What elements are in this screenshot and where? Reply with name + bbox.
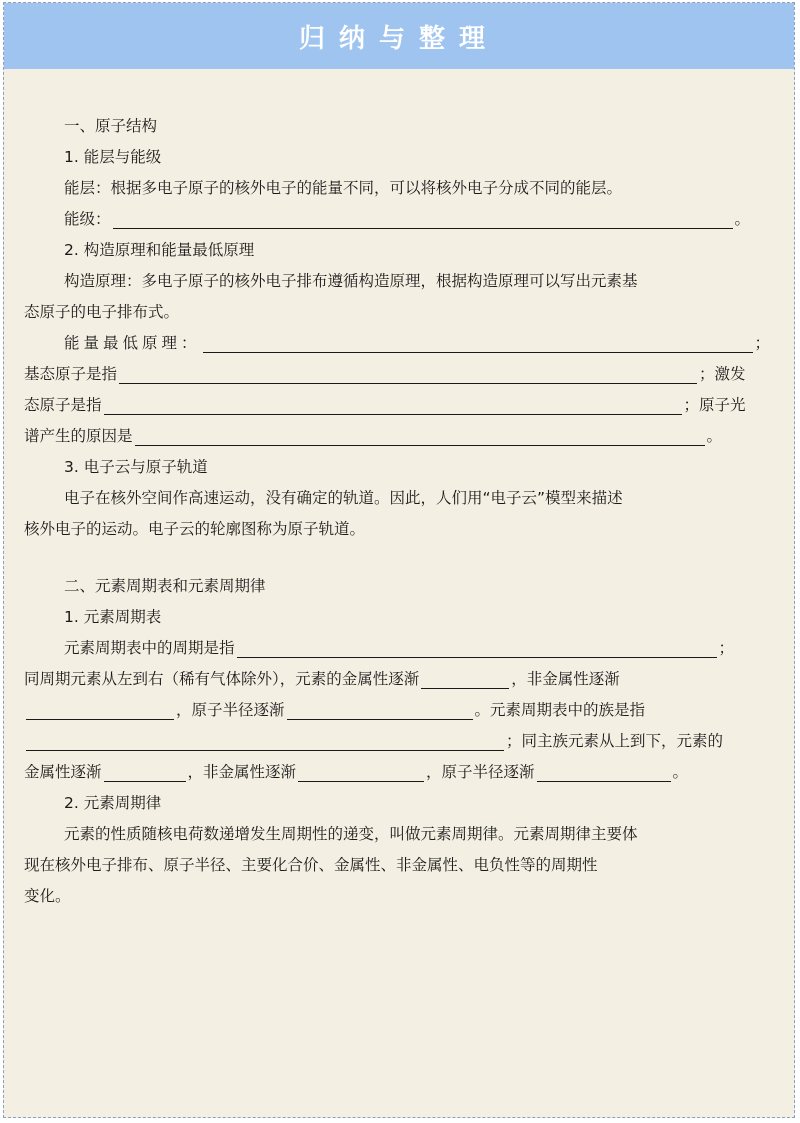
section1-heading: 一、原子结构 [64, 117, 158, 135]
sub1-line [24, 142, 776, 173]
section2-sub1: 1. 元素周期表 [64, 608, 162, 626]
zu-def-blank[interactable] [26, 730, 504, 751]
nengji-label: 能级： [64, 210, 111, 228]
sub2-line [24, 235, 776, 266]
lv-text-2: 现在核外电子排布、原子半径、主要化合价、金属性、非金属性、电负性等的周期性 [24, 856, 598, 874]
nengji-blank[interactable] [113, 208, 733, 229]
section1-sub1: 1. 能层与能级 [64, 148, 162, 166]
section2-sub2: 2. 元素周期律 [64, 794, 162, 812]
section1-sub2: 2. 构造原理和能量最低原理 [64, 241, 255, 259]
lv-text-1: 元素的性质随核电荷数递增发生周期性的递变，叫做元素周期律。元素周期律主要体 [64, 825, 638, 843]
zuidi-blank[interactable] [203, 332, 753, 353]
s2-sub1-line [24, 602, 776, 633]
zu-c: ，原子半径逐渐 [426, 763, 535, 781]
zu-line [24, 757, 776, 788]
zu-a: 金属性逐渐 [24, 763, 102, 781]
jifa-blank[interactable] [104, 394, 682, 415]
zu-nonmetal-blank[interactable] [298, 761, 424, 782]
tong-nonmetal-blank[interactable] [26, 699, 174, 720]
tong-b: ，非金属性逐渐 [511, 670, 620, 688]
page [3, 2, 795, 1118]
lv-line-1 [24, 819, 776, 850]
zu-end: 。 [672, 763, 689, 781]
dianziyun-line-1 [24, 483, 776, 514]
jitai-label: 基态原子是指 [24, 365, 118, 383]
jifa-end: ；原子光 [683, 396, 746, 414]
zhouqi-end: ； [718, 639, 735, 657]
guangpu-blank[interactable] [135, 425, 705, 446]
section2-heading: 二、元素周期表和元素周期律 [64, 577, 266, 595]
lv-line-2 [24, 850, 776, 881]
gouzao-text-1: 构造原理：多电子原子的核外电子排布遵循构造原理，根据构造原理可以写出元素基 [64, 272, 638, 290]
lv-line-3 [24, 881, 776, 912]
section1-sub3: 3. 电子云与原子轨道 [64, 458, 208, 476]
zu-radius-blank[interactable] [537, 761, 671, 782]
dianziyun-text-1: 电子在核外空间作高速运动，没有确定的轨道。因此，人们用“电子云”模型来描述 [64, 489, 623, 507]
tong-e: ；同主族元素从上到下，元素的 [506, 732, 724, 750]
sub3-line [24, 452, 776, 483]
dianziyun-text-2: 核外电子的运动。电子云的轮廓图称为原子轨道。 [24, 520, 366, 538]
tong-d: 。元素周期表中的族是指 [474, 701, 646, 719]
tong-radius-blank[interactable] [287, 699, 473, 720]
tong-metal-blank[interactable] [421, 668, 509, 689]
content [24, 111, 776, 912]
zhouqi-line [24, 633, 776, 664]
section2-heading-line [24, 571, 776, 602]
jitai-line [24, 359, 776, 390]
nengceng-line [24, 173, 776, 204]
zuidi-end: ； [754, 334, 771, 352]
tong-line-1 [24, 664, 776, 695]
zhouqi-label: 元素周期表中的周期是指 [64, 639, 235, 657]
dianziyun-line-2 [24, 514, 776, 545]
tong-a: 同周期元素从左到右（稀有气体除外），元素的金属性逐渐 [24, 670, 420, 688]
guangpu-label: 谱产生的原因是 [24, 427, 133, 445]
zhouqi-blank[interactable] [237, 637, 717, 658]
nengji-line [24, 204, 776, 235]
tong-c: ，原子半径逐渐 [176, 701, 285, 719]
zuidi-label: 能量最低原理： [64, 334, 201, 352]
tong-line-3 [24, 726, 776, 757]
zu-metal-blank[interactable] [104, 761, 186, 782]
guangpu-end: 。 [706, 427, 723, 445]
zuidi-line [24, 328, 776, 359]
nengceng-text: 能层：根据多电子原子的核外电子的能量不同，可以将核外电子分成不同的能层。 [64, 179, 623, 197]
tong-line-2 [24, 695, 776, 726]
jifa-label: 态原子是指 [24, 396, 102, 414]
section-gap [24, 545, 776, 571]
zu-b: ，非金属性逐渐 [187, 763, 297, 781]
section1-heading-line [24, 111, 776, 142]
jitai-blank[interactable] [119, 363, 697, 384]
lv-text-3: 变化。 [24, 887, 71, 905]
gouzao-text-2: 态原子的电子排布式。 [24, 303, 180, 321]
nengji-end: 。 [734, 210, 751, 228]
guangpu-line [24, 421, 776, 452]
title-banner [4, 3, 794, 69]
banner-title: 归纳与整理 [298, 23, 499, 54]
jifa-line [24, 390, 776, 421]
s2-sub2-line [24, 788, 776, 819]
jitai-end: ；激发 [699, 365, 746, 383]
gouzao-line-1 [24, 266, 776, 297]
gouzao-line-2 [24, 297, 776, 328]
